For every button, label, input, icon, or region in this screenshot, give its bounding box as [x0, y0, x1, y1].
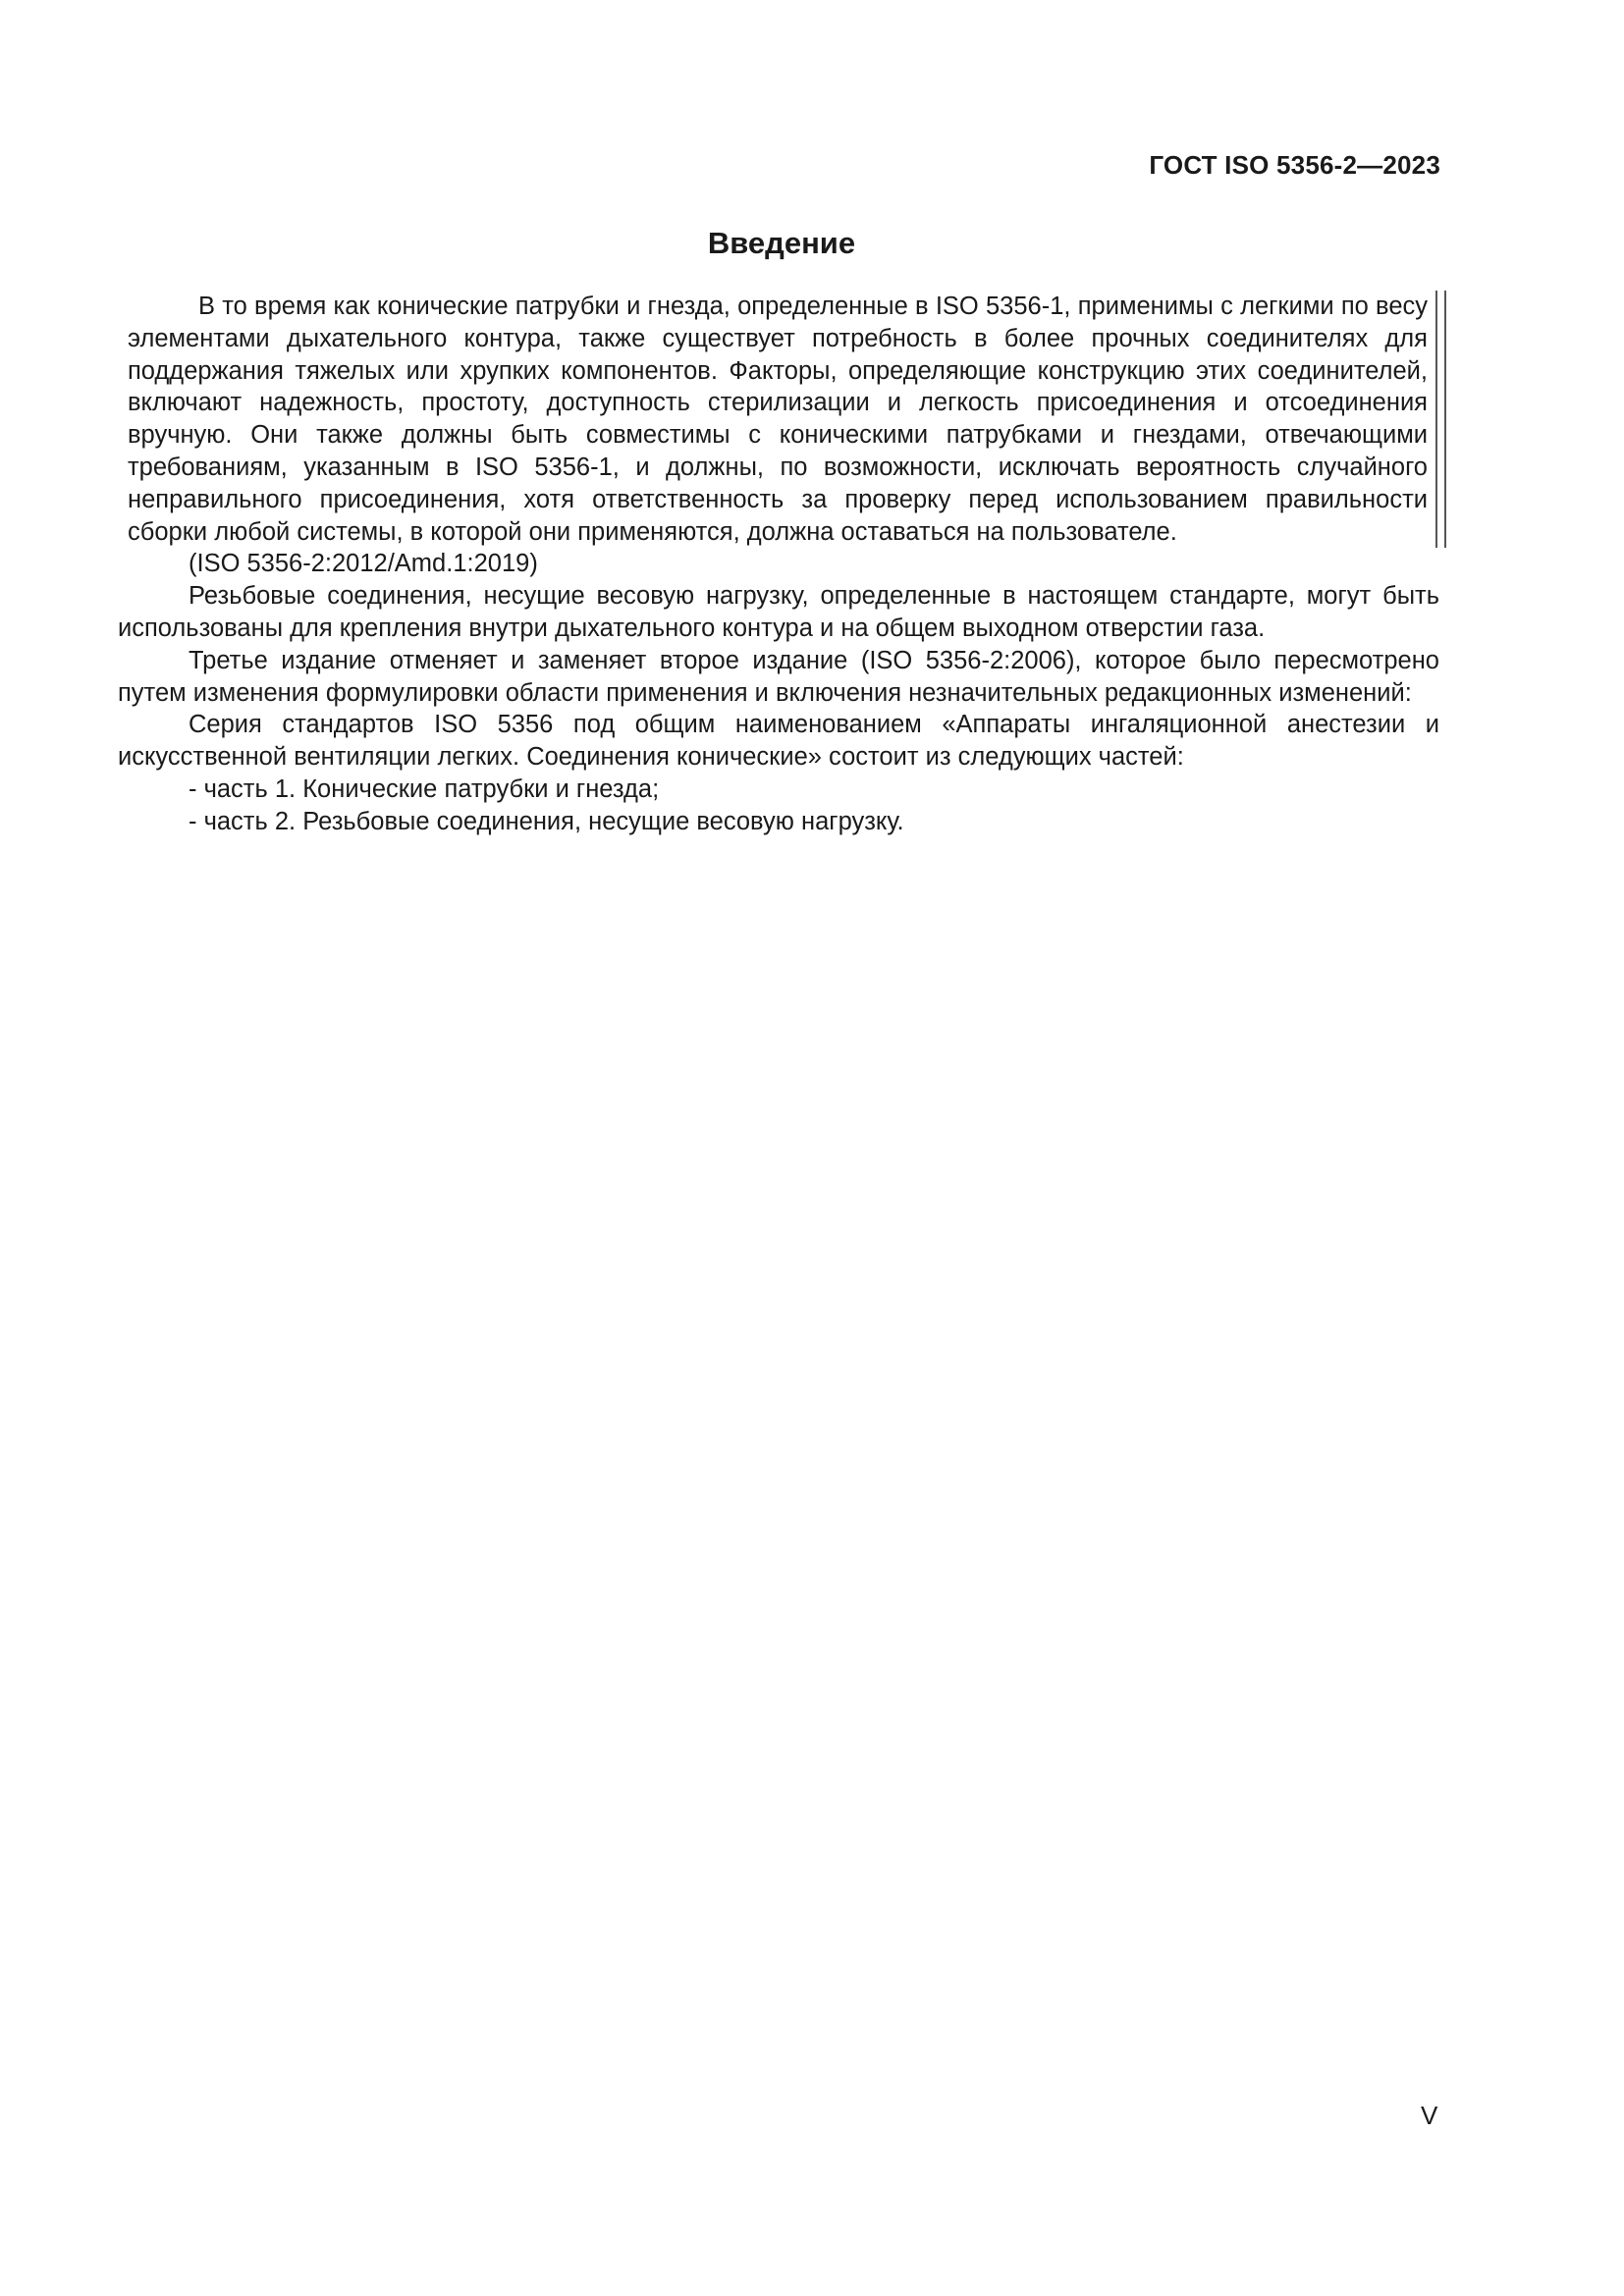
paragraph-series: Серия стандартов ISO 5356 под общим наименованием «Аппараты ингаляционной анестезии и искусственной вентиляции легких. Соединения конические» состоит из следующих частей: — [118, 711, 1439, 772]
amendment-reference: (ISO 5356-2:2012/Amd.1:2019) — [189, 550, 538, 578]
amended-block — [118, 291, 1439, 548]
paragraph-threaded-connections: Резьбовые соединения, несущие весовую нагрузку, определенные в настоящем стандарте, могут быть использованы для крепления внутри дыхательного контура и на общем выходном отверстии газа. — [118, 582, 1439, 642]
change-bar — [1435, 291, 1446, 548]
page-number: V — [1421, 2101, 1438, 2130]
section-title: Введение — [707, 226, 856, 260]
list-item-part-2: - часть 2. Резьбовые соединения, несущие весовую нагрузку. — [189, 807, 904, 835]
document-code: ГОСТ ISO 5356-2—2023 — [1149, 150, 1440, 180]
document-body — [118, 291, 1439, 838]
paragraph-edition: Третье издание отменяет и заменяет второе издание (ISO 5356-2:2006), которое было пересмотрено путем изменения формулировки области применения и включения незначительных редакционных изменений: — [118, 646, 1439, 707]
list-item-part-1: - часть 1. Конические патрубки и гнезда; — [189, 774, 660, 803]
paragraph-intro: В то время как конические патрубки и гнезда, определенные в ISO 5356-1, применимы с легкими по весу элементами дыхательного контура, также существует потребность в более прочных соединителях для поддержания тяжелых или хрупких компонентов. Факторы, определяющие конструкцию этих соединителей, включают надежность, простоту, доступность стерилизации и легкость присоединения и отсоединения вручную. Они также должны быть совместимы с коническими патрубками и гнездами, отвечающими требованиям, указанным в ISO 5356-1, и должны, по возможности, исключать вероятность случайного неправильного присоединения, хотя ответственность за проверку перед использованием правильности сборки любой системы, в которой они применяются, должна оставаться на пользователе. — [128, 293, 1428, 546]
